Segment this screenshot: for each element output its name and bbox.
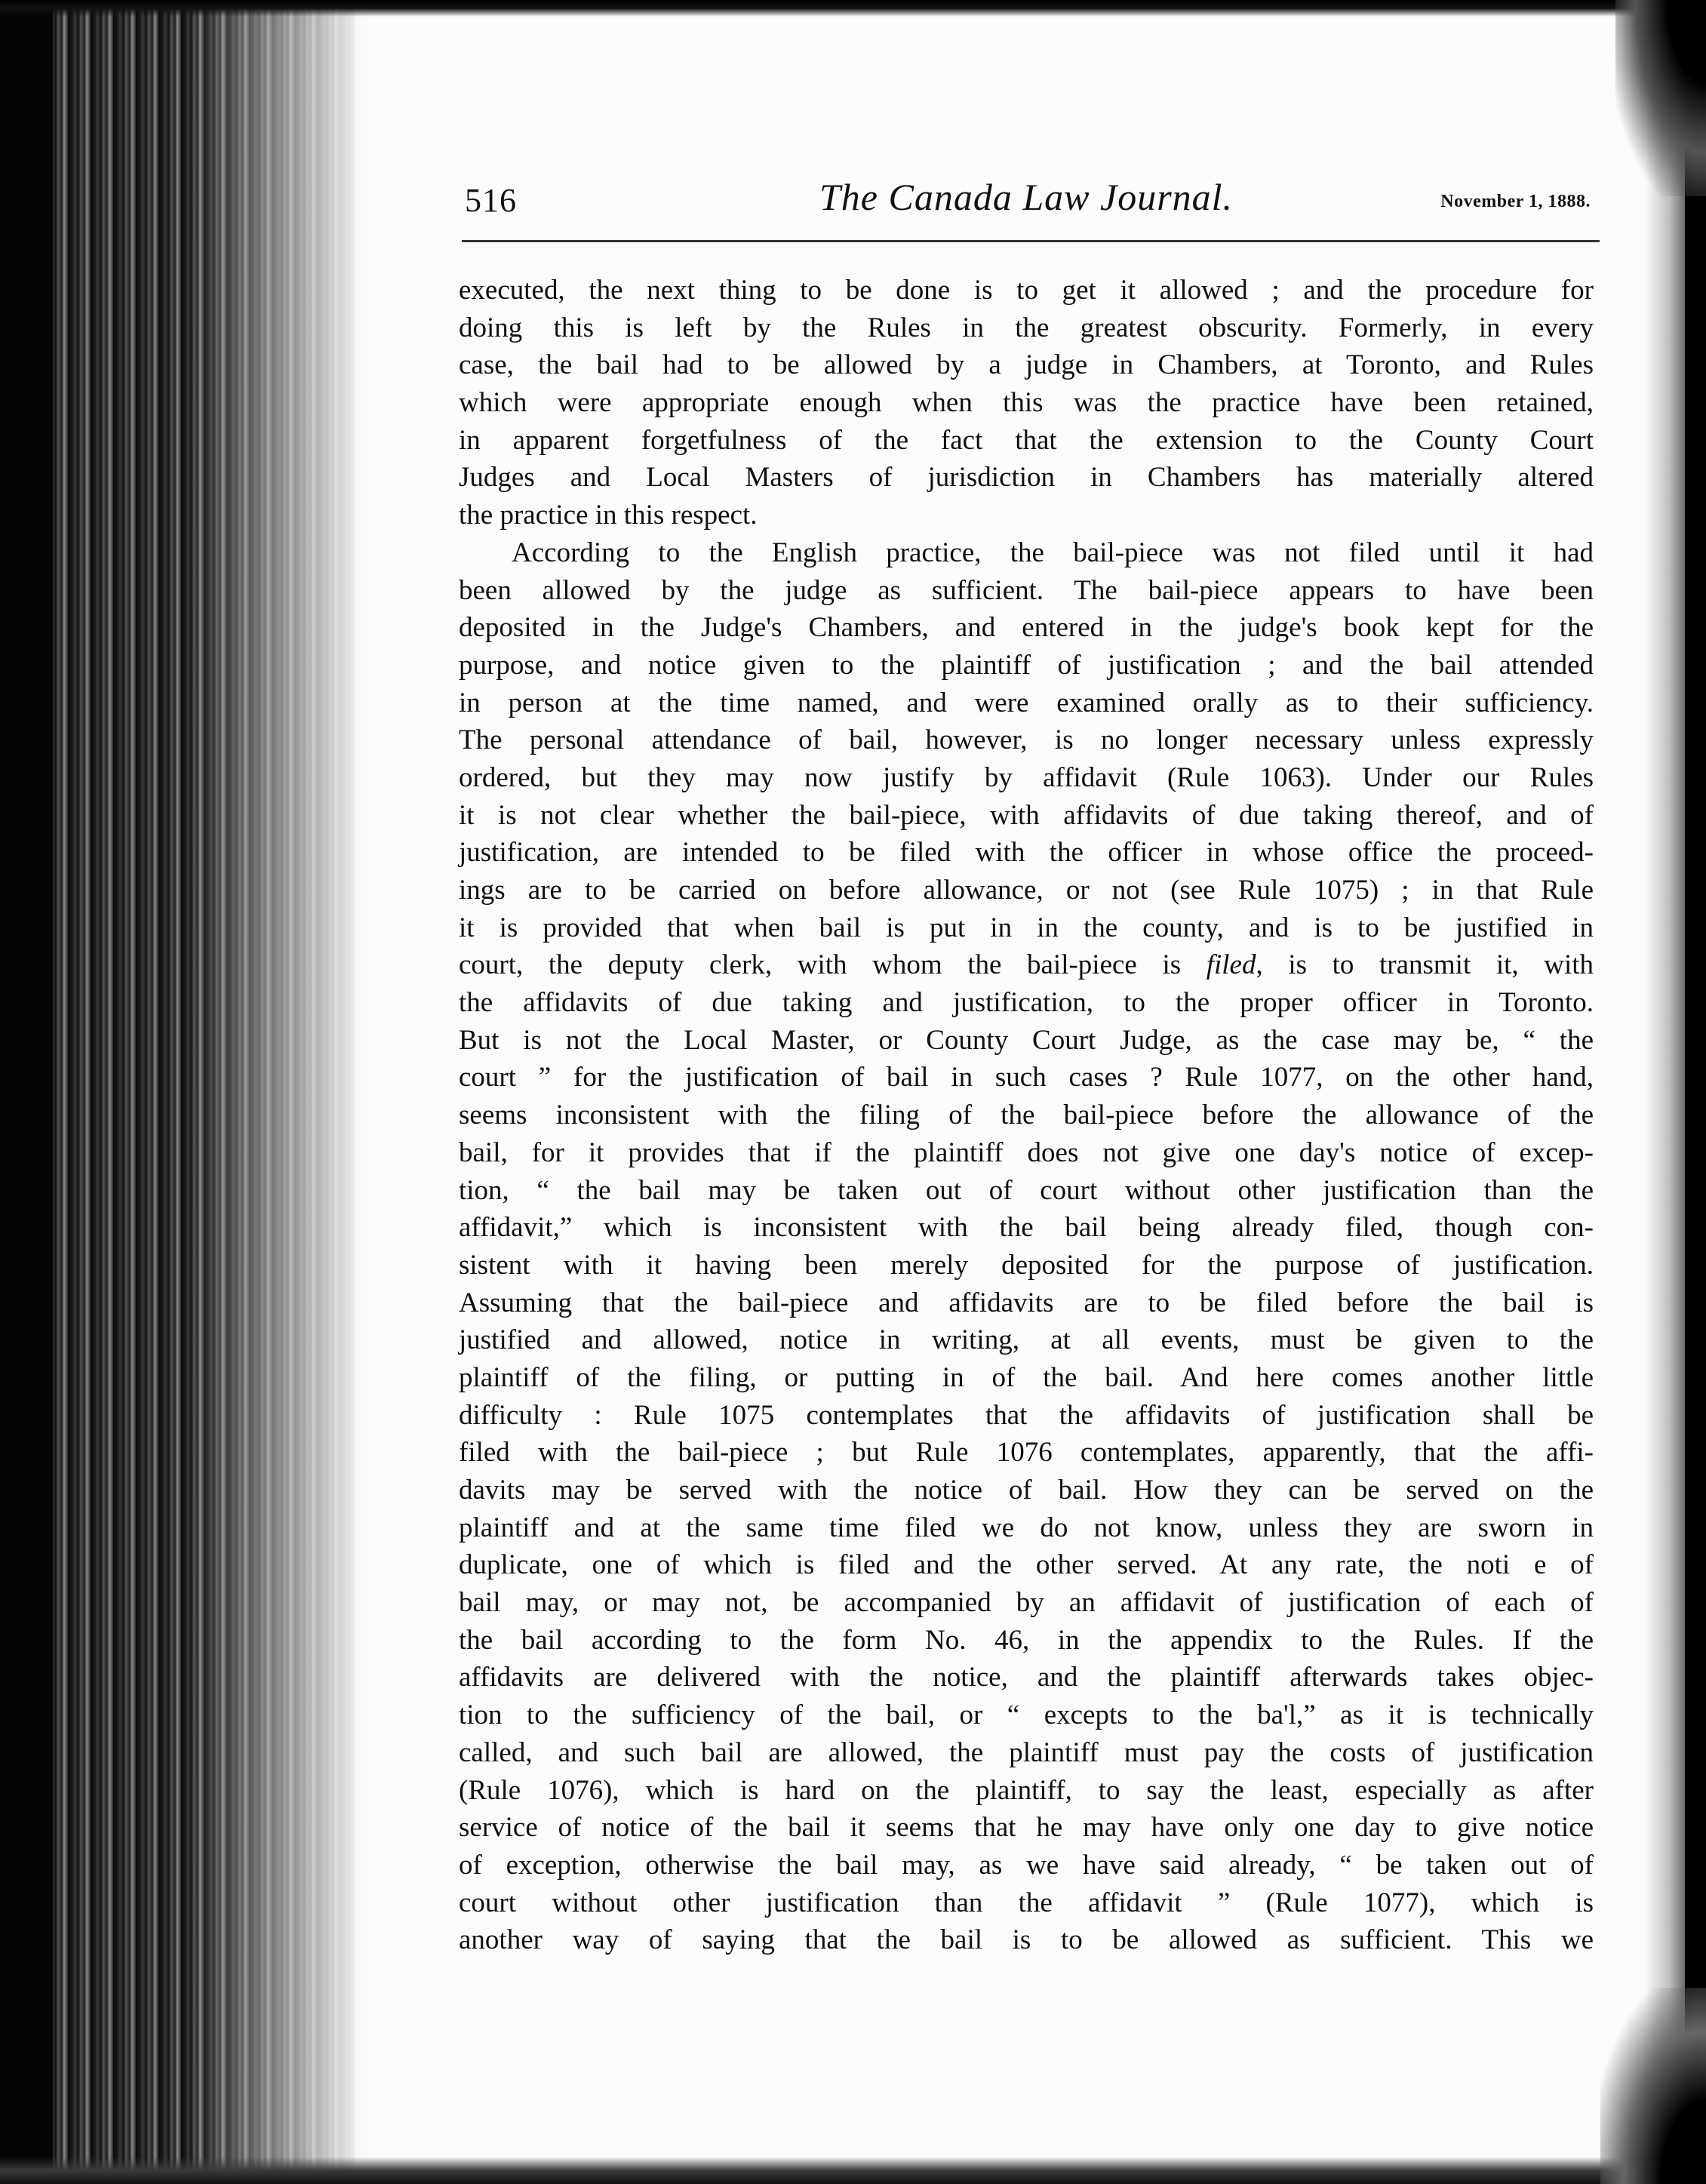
- text-line: in person at the time named, and were examined orally as to their sufficiency.: [459, 687, 1594, 718]
- article-body: [459, 272, 1594, 1959]
- text-line: doing this is left by the Rules in the greatest obscurity. Formerly, in every: [459, 312, 1594, 343]
- text-line: court, the deputy clerk, with whom the bail-piece is filed, is to transmit it, with: [459, 949, 1594, 981]
- bottom-right-corner-shadow: [1600, 1988, 1706, 2184]
- text-line: According to the English practice, the bail-piece was not filed until it had: [512, 537, 1594, 568]
- left-binding-edge: [0, 0, 53, 2184]
- text-line: case, the bail had to be allowed by a judge in Chambers, at Toronto, and Rules: [459, 349, 1594, 381]
- text-line: affidavits are delivered with the notice, and the plaintiff afterwards takes objec-: [459, 1662, 1594, 1693]
- text-line: duplicate, one of which is filed and the other served. At any rate, the noti e of: [459, 1549, 1594, 1581]
- text-line: service of notice of the bail it seems that he may have only one day to give notice: [459, 1812, 1594, 1844]
- text-line: deposited in the Judge's Chambers, and entered in the judge's book kept for the: [459, 612, 1594, 644]
- text-line: bail, for it provides that if the plaintiff does not give one day's notice of excep-: [459, 1137, 1594, 1168]
- text-line: in apparent forgetfulness of the fact that the extension to the County Court: [459, 424, 1594, 456]
- text-line: (Rule 1076), which is hard on the plaintiff, to say the least, especially as after: [459, 1774, 1594, 1806]
- text-line: the practice in this respect.: [459, 500, 758, 531]
- text-line: filed with the bail-piece ; but Rule 1076 contemplates, apparently, that the affi-: [459, 1437, 1594, 1469]
- right-scan-border: [1685, 0, 1706, 2184]
- text-line: plaintiff of the filing, or putting in of the bail. And here comes another little: [459, 1361, 1594, 1393]
- text-line: justified and allowed, notice in writing, at all events, must be given to the: [459, 1324, 1594, 1356]
- top-right-corner-shadow: [1615, 0, 1706, 196]
- text-line: davits may be served with the notice of bail. How they can be served on the: [459, 1475, 1594, 1506]
- paragraph: [459, 272, 1594, 534]
- text-line: been allowed by the judge as sufficient. The bail-piece appears to have been: [459, 574, 1594, 606]
- text-line: court ” for the justification of bail in such cases ? Rule 1077, on the other hand,: [459, 1062, 1594, 1094]
- text-line: bail may, or may not, be accompanied by an affidavit of justification of each of: [459, 1587, 1594, 1619]
- text-line: seems inconsistent with the filing of the bail-piece before the allowance of the: [459, 1100, 1594, 1131]
- text-line: called, and such bail are allowed, the plaintiff must pay the costs of justification: [459, 1736, 1594, 1768]
- text-line: difficulty : Rule 1075 contemplates that the affidavits of justification shall be: [459, 1399, 1594, 1431]
- text-line: The personal attendance of bail, however, is no longer necessary unless expressly: [459, 724, 1594, 756]
- bottom-scan-edge: [0, 2157, 1706, 2184]
- text-line: it is not clear whether the bail-piece, with affidavits of due taking thereof, and of: [459, 799, 1594, 831]
- text-line: justification, are intended to be filed with the officer in whose office the proceed-: [459, 837, 1594, 869]
- text-line: But is not the Local Master, or County Court Judge, as the case may be, “ the: [459, 1024, 1594, 1056]
- text-line: tion to the sufficiency of the bail, or “ excepts to the ba'l,” as it is technically: [459, 1700, 1594, 1731]
- top-scan-edge: [0, 0, 1706, 17]
- text-line: ings are to be carried on before allowance, or not (see Rule 1075) ; in that Rule: [459, 875, 1594, 906]
- text-line: it is provided that when bail is put in in the county, and is to be justified in: [459, 912, 1594, 943]
- text-line: the bail according to the form No. 46, in the appendix to the Rules. If the: [459, 1624, 1594, 1656]
- paragraph: [459, 534, 1594, 1959]
- text-line: tion, “ the bail may be taken out of court without other justification than the: [459, 1174, 1594, 1206]
- text-line: court without other justification than the affidavit ” (Rule 1077), which is: [459, 1887, 1594, 1918]
- text-line: which were appropriate enough when this was the practice have been retained,: [459, 387, 1594, 419]
- text-line: Assuming that the bail-piece and affidavits are to be filed before the bail is: [459, 1287, 1594, 1318]
- text-line: affidavit,” which is inconsistent with the bail being already filed, though con-: [459, 1212, 1594, 1244]
- text-line: of exception, otherwise the bail may, as we have said already, “ be taken out of: [459, 1849, 1594, 1881]
- text-line: plaintiff and at the same time filed we do not know, unless they are sworn in: [459, 1512, 1594, 1543]
- text-line: sistent with it having been merely deposited for the purpose of justification.: [459, 1249, 1594, 1281]
- text-line: ordered, but they may now justify by affidavit (Rule 1063). Under our Rules: [459, 761, 1594, 793]
- running-head: [465, 175, 1597, 228]
- text-line: purpose, and notice given to the plaintiff of justification ; and the bail attended: [459, 649, 1594, 681]
- text-line: executed, the next thing to be done is to get it allowed ; and the procedure for: [459, 275, 1594, 306]
- issue-date: November 1, 1888.: [1440, 192, 1591, 211]
- page-number: 516: [465, 182, 517, 219]
- text-line: the affidavits of due taking and justification, to the proper officer in Toronto.: [459, 987, 1594, 1019]
- header-rule: [462, 240, 1600, 242]
- gutter-fade: [189, 0, 370, 2184]
- text-line: another way of saying that the bail is to be allowed as sufficient. This we: [459, 1924, 1594, 1956]
- journal-title: The Canada Law Journal.: [819, 176, 1234, 218]
- text-line: Judges and Local Masters of jurisdiction in Chambers has materially altered: [459, 462, 1594, 494]
